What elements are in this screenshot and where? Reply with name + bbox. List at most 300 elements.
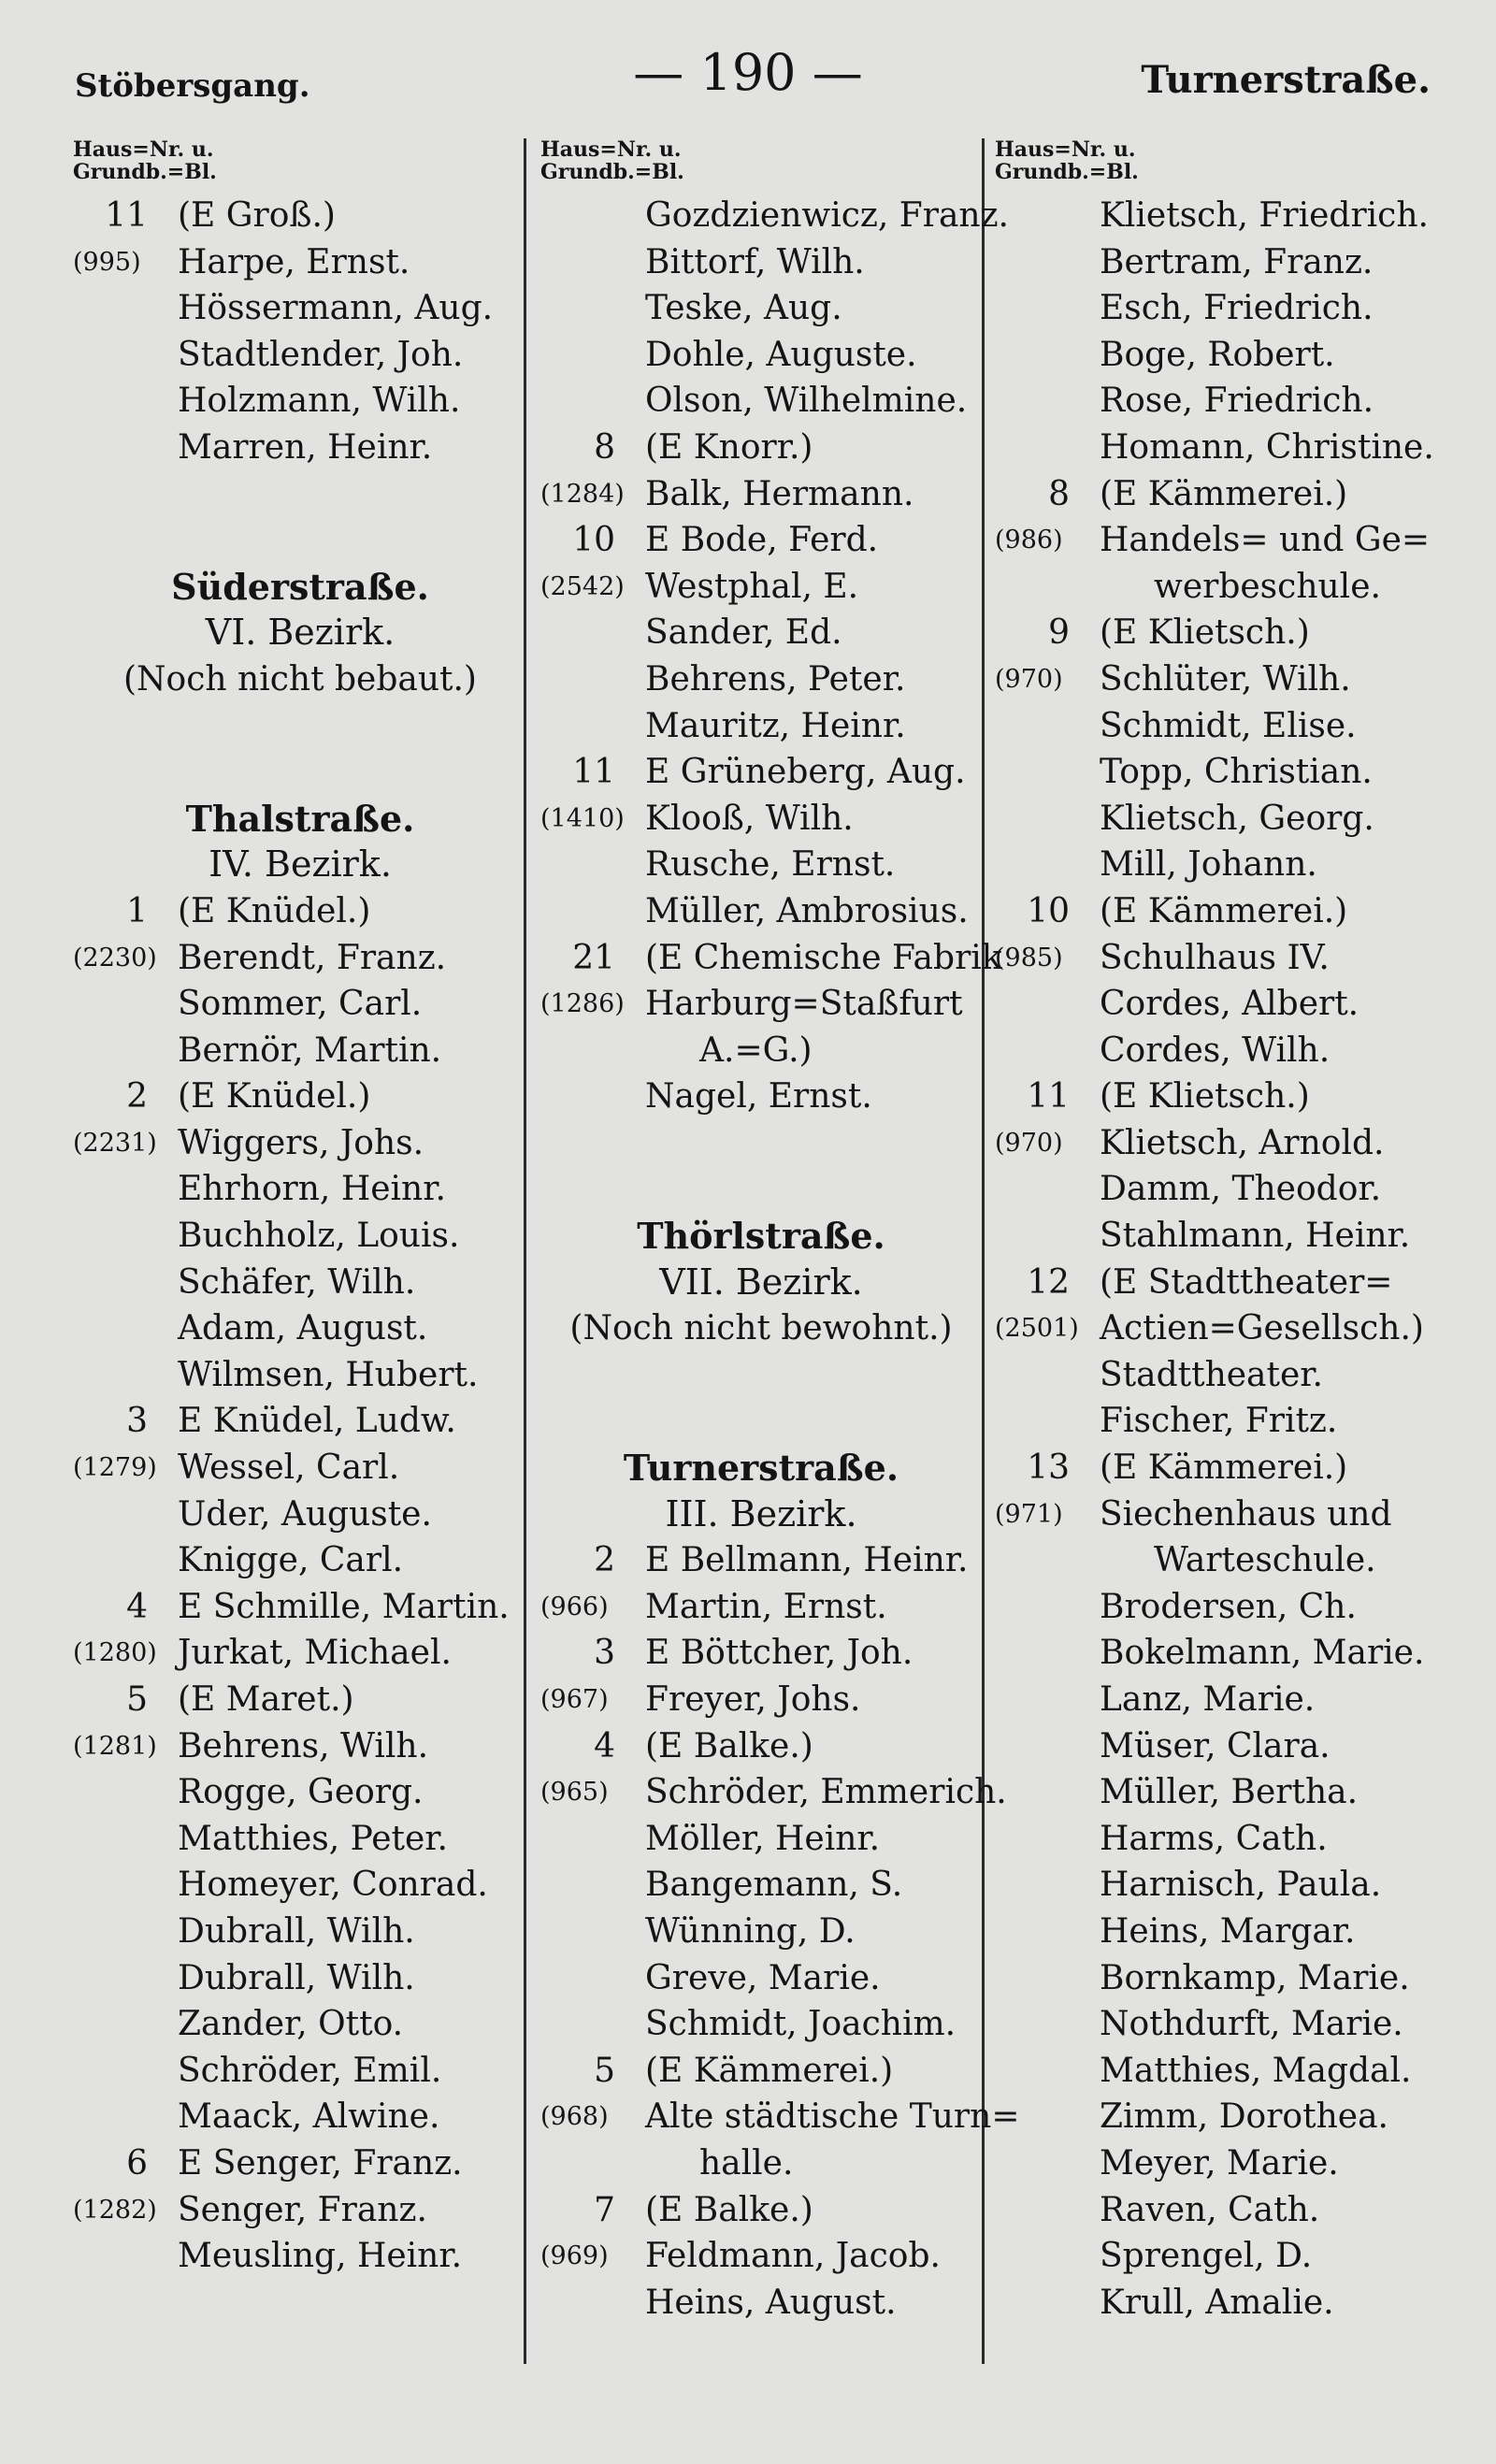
- spacer: [73, 471, 527, 518]
- land-register-number: (1281): [73, 1731, 157, 1761]
- spacer: [540, 1352, 982, 1399]
- resident-name: Krull, Amalie.: [1100, 2283, 1334, 2322]
- entry-line: [995, 1677, 1462, 1723]
- entry-line: [73, 1723, 527, 1770]
- district-label: IV. Bezirk.: [209, 843, 392, 886]
- land-register-number: (2501): [995, 1314, 1079, 1344]
- resident-name: Marren, Heinr.: [178, 427, 433, 467]
- page-number: — 190 —: [633, 43, 863, 102]
- entry-line: [73, 2048, 527, 2095]
- land-register-number: (970): [995, 1128, 1063, 1158]
- entry-line: [73, 1352, 527, 1399]
- spacer: [540, 1120, 982, 1167]
- entry-line: [73, 1166, 527, 1213]
- entry-line: [540, 749, 982, 796]
- resident-name: (E Klietsch.): [1100, 613, 1310, 653]
- entry-line: [995, 1630, 1462, 1677]
- column-divider: [982, 138, 985, 2364]
- entry-line: [73, 285, 527, 332]
- entry-line: [995, 564, 1462, 611]
- house-number: 1: [126, 891, 148, 930]
- resident-name: (E Kämmerei.): [1100, 474, 1348, 513]
- land-register-number: (986): [995, 526, 1063, 555]
- house-number: 3: [126, 1402, 148, 1441]
- resident-name: Raven, Cath.: [1100, 2190, 1320, 2229]
- land-register-number: (2230): [73, 943, 157, 973]
- entry-line: [995, 378, 1462, 425]
- street-heading: Thalstraße.: [185, 797, 415, 840]
- house-number: 5: [126, 1680, 148, 1719]
- resident-name: (E Kämmerei.): [645, 2051, 894, 2090]
- district-label: VII. Bezirk.: [659, 1261, 863, 1303]
- resident-name: Klietsch, Georg.: [1100, 799, 1374, 838]
- entry-line: [73, 1955, 527, 2002]
- entry-line: [540, 378, 982, 425]
- resident-name: Knigge, Carl.: [178, 1541, 404, 1580]
- street-note: (Noch nicht bebaut.): [123, 659, 477, 699]
- resident-name: Sander, Ed.: [645, 613, 842, 653]
- land-register-number: (971): [995, 1499, 1063, 1529]
- entry-line: [540, 285, 982, 332]
- land-register-number: (966): [540, 1592, 609, 1621]
- resident-name: Behrens, Wilh.: [178, 1726, 429, 1765]
- entry-line: [540, 2001, 982, 2048]
- entry-line: [540, 1028, 982, 1074]
- continuation-text: Warteschule.: [1154, 1541, 1376, 1580]
- land-register-number: (969): [540, 2241, 609, 2271]
- entry-line: [995, 656, 1462, 703]
- resident-name: E Knüdel, Ludw.: [178, 1402, 456, 1441]
- entry-line: [73, 239, 527, 286]
- resident-name: Harpe, Ernst.: [178, 242, 410, 281]
- resident-name: Schröder, Emil.: [178, 2051, 442, 2090]
- resident-name: Hössermann, Aug.: [178, 289, 494, 328]
- entry-line: [540, 1862, 982, 1909]
- entry-line: [73, 1213, 527, 1260]
- resident-name: Homann, Christine.: [1100, 427, 1434, 467]
- resident-name: Alte städtische Turn=: [645, 2097, 1020, 2137]
- resident-name: Westphal, E.: [645, 567, 859, 606]
- entry-line: [540, 1630, 982, 1677]
- column-3: [995, 138, 1462, 2364]
- resident-name: Harburg=Staßfurt: [645, 985, 963, 1024]
- resident-name: Harnisch, Paula.: [1100, 1866, 1382, 1905]
- house-number: 4: [594, 1726, 615, 1765]
- entry-line: [73, 888, 527, 935]
- running-head-left: Stöbersgang.: [75, 67, 310, 105]
- house-number: 12: [1027, 1262, 1070, 1302]
- resident-name: Stadttheater.: [1100, 1355, 1323, 1394]
- resident-name: (E Stadttheater=: [1100, 1262, 1393, 1302]
- entry-line: [540, 935, 1002, 982]
- entry-line: [73, 1028, 527, 1074]
- entry-line: [73, 1398, 527, 1445]
- resident-name: Damm, Theodor.: [1100, 1170, 1382, 1209]
- resident-name: E Böttcher, Joh.: [645, 1634, 913, 1673]
- entry-line: [73, 1120, 527, 1167]
- entry-line: [995, 1352, 1462, 1399]
- resident-name: Martin, Ernst.: [645, 1587, 887, 1626]
- entry-line: [73, 1445, 527, 1491]
- entry-line: [995, 1955, 1462, 2002]
- entry-line: [73, 1073, 527, 1120]
- resident-name: Gozdzienwicz, Franz.: [645, 196, 1010, 235]
- house-number: 2: [594, 1541, 615, 1580]
- land-register-number: (970): [995, 664, 1063, 694]
- entry-line: [995, 1816, 1462, 1863]
- land-register-number: (995): [73, 247, 141, 277]
- entry-line: [995, 703, 1462, 750]
- resident-name: E Senger, Franz.: [178, 2143, 463, 2183]
- entry-line: [73, 1677, 527, 1723]
- entry-line: [540, 1769, 1007, 1816]
- entry-line: [73, 1816, 527, 1863]
- entry-line: [995, 1584, 1462, 1631]
- resident-name: Berendt, Franz.: [178, 938, 447, 977]
- resident-name: Nagel, Ernst.: [645, 1077, 872, 1117]
- land-register-number: (1282): [73, 2195, 157, 2225]
- resident-name: Nothdurft, Marie.: [1100, 2005, 1403, 2044]
- resident-name: Fischer, Fritz.: [1100, 1402, 1338, 1441]
- entry-line: [540, 332, 982, 379]
- resident-name: E Bellmann, Heinr.: [645, 1541, 969, 1580]
- entry-line: [540, 2094, 1020, 2140]
- resident-name: Müser, Clara.: [1100, 1726, 1331, 1765]
- resident-name: Bangemann, S.: [645, 1866, 903, 1905]
- entry-line: [540, 425, 982, 471]
- resident-name: Brodersen, Ch.: [1100, 1587, 1357, 1626]
- entry-line: [995, 1862, 1462, 1909]
- house-number: 3: [594, 1634, 615, 1673]
- column-header: [995, 138, 1462, 193]
- entry-line: [540, 471, 982, 518]
- running-head: [65, 37, 1431, 112]
- resident-name: Bokelmann, Marie.: [1100, 1634, 1425, 1673]
- entry-line: [540, 564, 982, 611]
- entry-line: [540, 1537, 982, 1584]
- entry-line: [995, 2140, 1462, 2187]
- entry-line: [995, 1909, 1462, 1955]
- resident-name: (E Kämmerei.): [1100, 891, 1348, 930]
- column-1: [73, 138, 527, 2364]
- entry-line: [540, 1723, 982, 1770]
- column-header-line: Grundb.=Bl.: [73, 160, 217, 184]
- resident-name: Homeyer, Conrad.: [178, 1866, 488, 1905]
- resident-name: Meyer, Marie.: [1100, 2143, 1339, 2183]
- resident-name: Heins, Margar.: [1100, 1911, 1356, 1951]
- resident-name: Adam, August.: [178, 1309, 428, 1348]
- entry-line: [540, 656, 982, 703]
- resident-name: Lanz, Marie.: [1100, 1680, 1316, 1719]
- entry-line: [73, 935, 527, 982]
- house-number: 8: [1048, 474, 1070, 513]
- resident-name: Freyer, Johs.: [645, 1680, 861, 1719]
- entry-line: [995, 1445, 1462, 1491]
- resident-name: Greve, Marie.: [645, 1958, 881, 1997]
- resident-name: Handels= und Ge=: [1100, 521, 1431, 560]
- resident-name: Maack, Alwine.: [178, 2097, 440, 2137]
- resident-name: Matthies, Peter.: [178, 1819, 449, 1858]
- district-label: III. Bezirk.: [665, 1492, 857, 1535]
- resident-name: Harms, Cath.: [1100, 1819, 1328, 1858]
- entry-line: [995, 1769, 1462, 1816]
- resident-name: Matthies, Magdal.: [1100, 2051, 1412, 2090]
- resident-name: (E Groß.): [178, 196, 336, 235]
- resident-name: Schäfer, Wilh.: [178, 1262, 416, 1302]
- spacer: [540, 1166, 982, 1213]
- entry-line: [995, 239, 1462, 286]
- resident-name: Mauritz, Heinr.: [645, 706, 906, 745]
- entry-line: [995, 2233, 1462, 2280]
- entry-line: [73, 1584, 527, 1631]
- entry-line: [995, 2001, 1462, 2048]
- entry-line: [540, 610, 982, 656]
- entry-line: [540, 1955, 982, 2002]
- resident-name: Holzmann, Wilh.: [178, 382, 461, 421]
- street-note: (Noch nicht bewohnt.): [569, 1309, 953, 1348]
- resident-name: (E Chemische Fabrik: [645, 938, 1002, 977]
- entry-line: [540, 2140, 982, 2187]
- entry-line: [995, 1213, 1462, 1260]
- column-header: [73, 138, 527, 193]
- land-register-number: (2542): [540, 571, 625, 601]
- entry-line: [995, 1723, 1462, 1770]
- spacer: [540, 1398, 982, 1445]
- resident-name: Schulhaus IV.: [1100, 938, 1330, 977]
- land-register-number: (1279): [73, 1453, 157, 1483]
- resident-name: (E Balke.): [645, 1726, 813, 1765]
- resident-name: Ehrhorn, Heinr.: [178, 1170, 446, 1209]
- continuation-text: halle.: [699, 2143, 794, 2183]
- entry-line: [540, 2187, 982, 2234]
- resident-name: Klooß, Wilh.: [645, 799, 854, 838]
- entry-line: [995, 1537, 1462, 1584]
- entry-line: [995, 193, 1462, 239]
- resident-name: E Grüneberg, Aug.: [645, 753, 966, 792]
- resident-name: Rose, Friedrich.: [1100, 382, 1374, 421]
- column-header: [540, 138, 982, 193]
- resident-name: Jurkat, Michael.: [178, 1634, 452, 1673]
- resident-name: (E Maret.): [178, 1680, 354, 1719]
- resident-name: Dohle, Auguste.: [645, 335, 917, 374]
- resident-name: Behrens, Peter.: [645, 659, 906, 699]
- resident-name: Zander, Otto.: [178, 2005, 404, 2044]
- land-register-number: (967): [540, 1685, 609, 1714]
- house-number: 5: [594, 2051, 615, 2090]
- entry-line: [540, 193, 1010, 239]
- entry-line: [995, 285, 1462, 332]
- house-number: 10: [1027, 891, 1070, 930]
- land-register-number: (1280): [73, 1638, 157, 1668]
- resident-name: Rogge, Georg.: [178, 1773, 424, 1812]
- entry-line: [540, 1584, 982, 1631]
- resident-name: Dubrall, Wilh.: [178, 1911, 415, 1951]
- resident-name: Wiggers, Johs.: [178, 1123, 424, 1162]
- house-number: 4: [126, 1587, 148, 1626]
- column-header-line: Grundb.=Bl.: [540, 160, 684, 184]
- resident-name: Dubrall, Wilh.: [178, 1958, 415, 1997]
- entry-line: [995, 749, 1462, 796]
- entry-line: [995, 2187, 1462, 2234]
- house-number: 10: [572, 521, 615, 560]
- resident-name: Meusling, Heinr.: [178, 2237, 463, 2276]
- district-label: VI. Bezirk.: [205, 612, 396, 654]
- column-2: [540, 137, 1020, 2364]
- street-heading: Thörlstraße.: [637, 1215, 885, 1258]
- resident-name: Cordes, Albert.: [1100, 985, 1359, 1024]
- resident-name: Actien=Gesellsch.): [1100, 1309, 1424, 1348]
- entry-line: [73, 981, 527, 1028]
- resident-name: (E Knorr.): [645, 427, 813, 467]
- resident-name: Heins, August.: [645, 2283, 897, 2322]
- entry-line: [540, 2048, 982, 2095]
- entry-line: [73, 2001, 527, 2048]
- entry-line: [995, 2048, 1462, 2095]
- entry-line: [995, 471, 1462, 518]
- resident-name: Klietsch, Friedrich.: [1100, 196, 1429, 235]
- entry-line: [540, 1073, 982, 1120]
- entry-line: [995, 425, 1462, 471]
- entry-line: [73, 1769, 527, 1816]
- resident-name: Teske, Aug.: [645, 289, 842, 328]
- entry-line: [540, 703, 982, 750]
- resident-name: (E Kämmerei.): [1100, 1448, 1348, 1488]
- resident-name: Müller, Ambrosius.: [645, 891, 969, 930]
- resident-name: Bittorf, Wilh.: [645, 242, 865, 281]
- resident-name: Wessel, Carl.: [178, 1448, 400, 1488]
- entry-line: [995, 1120, 1462, 1167]
- entry-line: [73, 1537, 527, 1584]
- entry-line: [540, 2280, 982, 2327]
- resident-name: Stahlmann, Heinr.: [1100, 1217, 1411, 1256]
- resident-name: Buchholz, Louis.: [178, 1217, 460, 1256]
- house-number: 13: [1027, 1448, 1070, 1488]
- entry-line: [73, 1491, 527, 1538]
- resident-name: (E Knüdel.): [178, 1077, 371, 1117]
- entry-line: [995, 1398, 1462, 1445]
- resident-name: Schmidt, Elise.: [1100, 706, 1357, 745]
- entry-line: [73, 1305, 527, 1352]
- resident-name: Topp, Christian.: [1100, 753, 1373, 792]
- house-number: 11: [105, 196, 148, 235]
- street-heading: Turnerstraße.: [623, 1447, 899, 1490]
- entry-line: [995, 842, 1462, 888]
- spacer: [73, 703, 527, 750]
- resident-name: Boge, Robert.: [1100, 335, 1335, 374]
- entry-line: [73, 2187, 527, 2234]
- house-number: 2: [126, 1077, 148, 1117]
- resident-name: Siechenhaus und: [1100, 1494, 1392, 1534]
- resident-name: Senger, Franz.: [178, 2190, 427, 2229]
- column-header-line: Haus=Nr. u.: [73, 137, 214, 162]
- resident-name: Schlüter, Wilh.: [1100, 659, 1351, 699]
- land-register-number: (985): [995, 943, 1063, 973]
- entry-line: [995, 1305, 1462, 1352]
- entry-line: [540, 1909, 982, 1955]
- entry-line: [995, 2280, 1462, 2327]
- resident-name: Balk, Hermann.: [645, 474, 914, 513]
- entry-line: [73, 1862, 527, 1909]
- resident-name: Bertram, Franz.: [1100, 242, 1374, 281]
- entry-line: [73, 425, 527, 471]
- resident-name: Olson, Wilhelmine.: [645, 382, 968, 421]
- entry-line: [73, 332, 527, 379]
- entry-line: [73, 378, 527, 425]
- entry-line: [995, 1028, 1462, 1074]
- resident-name: Zimm, Dorothea.: [1100, 2097, 1388, 2137]
- resident-name: Uder, Auguste.: [178, 1494, 432, 1534]
- resident-name: Rusche, Ernst.: [645, 845, 896, 885]
- entry-line: [995, 935, 1462, 982]
- resident-name: Esch, Friedrich.: [1100, 289, 1374, 328]
- house-number: 8: [594, 427, 615, 467]
- entry-line: [540, 796, 982, 843]
- continuation-text: werbeschule.: [1154, 567, 1381, 606]
- resident-name: (E Klietsch.): [1100, 1077, 1310, 1117]
- land-register-number: (965): [540, 1778, 609, 1808]
- running-head-right: Turnerstraße.: [1141, 58, 1431, 102]
- resident-name: Möller, Heinr.: [645, 1819, 881, 1858]
- entry-line: [73, 2140, 527, 2187]
- land-register-number: (2231): [73, 1128, 157, 1158]
- entry-line: [995, 1166, 1462, 1213]
- resident-name: Feldmann, Jacob.: [645, 2237, 941, 2276]
- entry-line: [73, 2233, 527, 2280]
- column-header-line: Haus=Nr. u.: [995, 137, 1136, 162]
- entry-line: [73, 2094, 527, 2140]
- resident-name: E Schmille, Martin.: [178, 1587, 510, 1626]
- resident-name: Schmidt, Joachim.: [645, 2005, 957, 2044]
- land-register-number: (1410): [540, 803, 625, 833]
- house-number: 6: [126, 2143, 148, 2183]
- entry-line: [995, 981, 1462, 1028]
- resident-name: Wünning, D.: [645, 1911, 856, 1951]
- house-number: 11: [1027, 1077, 1070, 1117]
- street-heading: Süderstraße.: [171, 565, 429, 608]
- entry-line: [540, 1816, 982, 1863]
- resident-name: (E Knüdel.): [178, 891, 371, 930]
- house-number: 21: [572, 938, 615, 977]
- entry-line: [995, 517, 1462, 564]
- land-register-number: (1286): [540, 989, 625, 1019]
- entry-line: [540, 2233, 982, 2280]
- house-number: 7: [594, 2190, 615, 2229]
- resident-name: Wilmsen, Hubert.: [178, 1355, 479, 1394]
- entry-line: [995, 610, 1462, 656]
- resident-name: Bernör, Martin.: [178, 1030, 442, 1070]
- entry-line: [73, 1909, 527, 1955]
- resident-name: Bornkamp, Marie.: [1100, 1958, 1410, 1997]
- entry-line: [73, 1260, 527, 1306]
- entry-line: [540, 517, 982, 564]
- entry-line: [73, 193, 527, 239]
- resident-name: (E Balke.): [645, 2190, 813, 2229]
- entry-line: [995, 332, 1462, 379]
- house-number: 9: [1048, 613, 1070, 653]
- entry-line: [540, 981, 982, 1028]
- resident-name: Cordes, Wilh.: [1100, 1030, 1331, 1070]
- entry-line: [995, 888, 1462, 935]
- resident-name: Müller, Bertha.: [1100, 1773, 1359, 1812]
- entry-line: [540, 239, 982, 286]
- entry-line: [995, 796, 1462, 843]
- entry-line: [995, 1073, 1462, 1120]
- resident-name: Stadtlender, Joh.: [178, 335, 464, 374]
- land-register-number: (1284): [540, 479, 625, 509]
- spacer: [73, 517, 527, 564]
- entry-line: [73, 1630, 527, 1677]
- entry-line: [995, 1260, 1462, 1306]
